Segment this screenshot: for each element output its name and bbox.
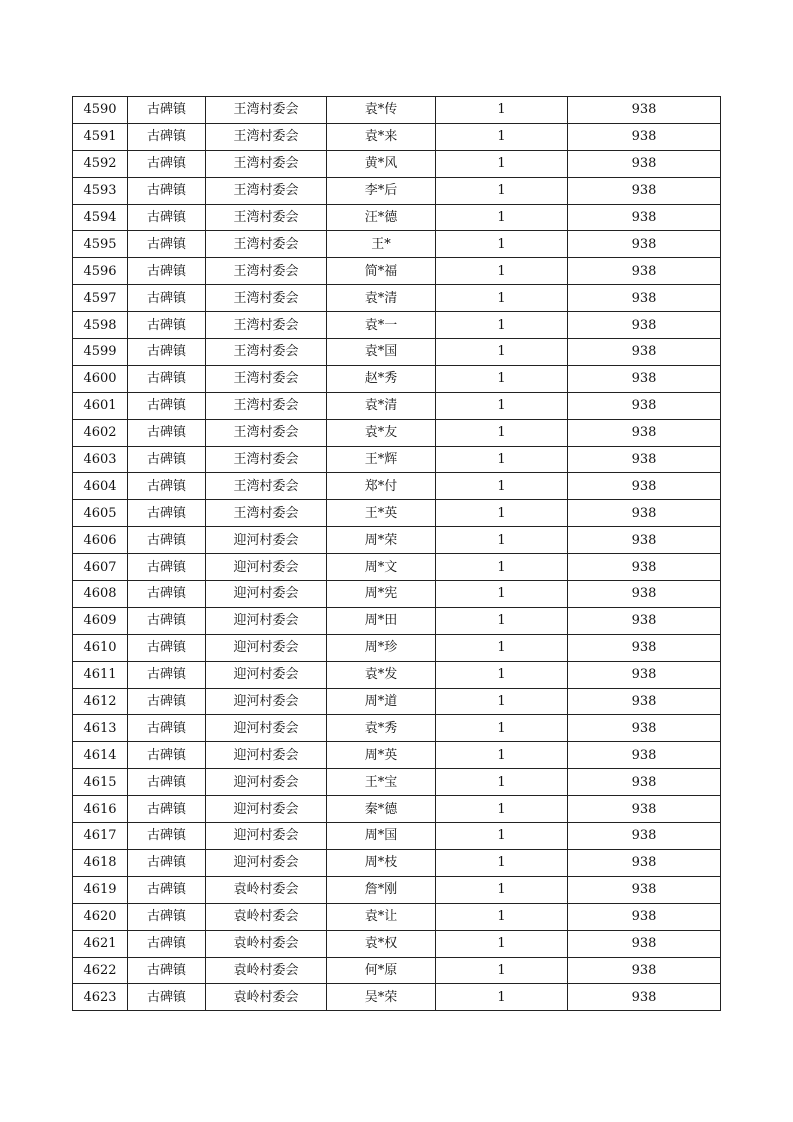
- table-row: [73, 500, 721, 527]
- amount-cell: 938: [568, 473, 721, 500]
- person-name-cell: 李*后: [327, 177, 436, 204]
- table-row: [73, 258, 721, 285]
- town-cell: 古碑镇: [128, 500, 206, 527]
- table-row: [73, 715, 721, 742]
- town-cell: 古碑镇: [128, 392, 206, 419]
- person-name-cell: 黄*风: [327, 150, 436, 177]
- town-cell: 古碑镇: [128, 97, 206, 124]
- village-committee-cell: 王湾村委会: [206, 312, 327, 339]
- count-cell: 1: [436, 419, 568, 446]
- table-body: [73, 97, 721, 1011]
- person-name-cell: 秦*德: [327, 796, 436, 823]
- count-cell: 1: [436, 581, 568, 608]
- table-row: [73, 823, 721, 850]
- town-cell: 古碑镇: [128, 123, 206, 150]
- village-committee-cell: 迎河村委会: [206, 581, 327, 608]
- village-committee-cell: 迎河村委会: [206, 661, 327, 688]
- person-name-cell: 何*原: [327, 957, 436, 984]
- amount-cell: 938: [568, 204, 721, 231]
- person-name-cell: 詹*刚: [327, 876, 436, 903]
- person-name-cell: 王*宝: [327, 769, 436, 796]
- row-number-cell: 4598: [73, 312, 128, 339]
- town-cell: 古碑镇: [128, 607, 206, 634]
- table-row: [73, 984, 721, 1011]
- row-number-cell: 4620: [73, 903, 128, 930]
- person-name-cell: 袁*一: [327, 312, 436, 339]
- count-cell: 1: [436, 500, 568, 527]
- town-cell: 古碑镇: [128, 446, 206, 473]
- row-number-cell: 4614: [73, 742, 128, 769]
- amount-cell: 938: [568, 715, 721, 742]
- person-name-cell: 袁*清: [327, 285, 436, 312]
- person-name-cell: 周*珍: [327, 634, 436, 661]
- row-number-cell: 4597: [73, 285, 128, 312]
- amount-cell: 938: [568, 527, 721, 554]
- town-cell: 古碑镇: [128, 903, 206, 930]
- count-cell: 1: [436, 554, 568, 581]
- count-cell: 1: [436, 849, 568, 876]
- amount-cell: 938: [568, 634, 721, 661]
- amount-cell: 938: [568, 97, 721, 124]
- amount-cell: 938: [568, 123, 721, 150]
- town-cell: 古碑镇: [128, 204, 206, 231]
- amount-cell: 938: [568, 365, 721, 392]
- table-row: [73, 285, 721, 312]
- table-row: [73, 123, 721, 150]
- amount-cell: 938: [568, 903, 721, 930]
- town-cell: 古碑镇: [128, 312, 206, 339]
- table-row: [73, 527, 721, 554]
- village-committee-cell: 迎河村委会: [206, 688, 327, 715]
- town-cell: 古碑镇: [128, 150, 206, 177]
- table-row: [73, 177, 721, 204]
- count-cell: 1: [436, 177, 568, 204]
- row-number-cell: 4622: [73, 957, 128, 984]
- table-row: [73, 97, 721, 124]
- town-cell: 古碑镇: [128, 554, 206, 581]
- amount-cell: 938: [568, 231, 721, 258]
- person-name-cell: 吴*荣: [327, 984, 436, 1011]
- table-row: [73, 742, 721, 769]
- count-cell: 1: [436, 742, 568, 769]
- person-name-cell: 郑*付: [327, 473, 436, 500]
- count-cell: 1: [436, 150, 568, 177]
- row-number-cell: 4605: [73, 500, 128, 527]
- table-row: [73, 957, 721, 984]
- amount-cell: 938: [568, 554, 721, 581]
- amount-cell: 938: [568, 796, 721, 823]
- row-number-cell: 4609: [73, 607, 128, 634]
- row-number-cell: 4603: [73, 446, 128, 473]
- person-name-cell: 袁*国: [327, 339, 436, 366]
- count-cell: 1: [436, 123, 568, 150]
- amount-cell: 938: [568, 446, 721, 473]
- village-committee-cell: 迎河村委会: [206, 823, 327, 850]
- person-name-cell: 袁*来: [327, 123, 436, 150]
- town-cell: 古碑镇: [128, 823, 206, 850]
- count-cell: 1: [436, 715, 568, 742]
- town-cell: 古碑镇: [128, 688, 206, 715]
- table-row: [73, 339, 721, 366]
- town-cell: 古碑镇: [128, 473, 206, 500]
- row-number-cell: 4596: [73, 258, 128, 285]
- count-cell: 1: [436, 796, 568, 823]
- count-cell: 1: [436, 634, 568, 661]
- table-row: [73, 150, 721, 177]
- row-number-cell: 4602: [73, 419, 128, 446]
- person-name-cell: 周*文: [327, 554, 436, 581]
- amount-cell: 938: [568, 339, 721, 366]
- table-row: [73, 231, 721, 258]
- count-cell: 1: [436, 473, 568, 500]
- person-name-cell: 周*田: [327, 607, 436, 634]
- data-table: [72, 96, 721, 1011]
- count-cell: 1: [436, 769, 568, 796]
- row-number-cell: 4611: [73, 661, 128, 688]
- row-number-cell: 4591: [73, 123, 128, 150]
- town-cell: 古碑镇: [128, 930, 206, 957]
- count-cell: 1: [436, 258, 568, 285]
- town-cell: 古碑镇: [128, 231, 206, 258]
- row-number-cell: 4590: [73, 97, 128, 124]
- village-committee-cell: 袁岭村委会: [206, 903, 327, 930]
- count-cell: 1: [436, 930, 568, 957]
- person-name-cell: 汪*德: [327, 204, 436, 231]
- amount-cell: 938: [568, 876, 721, 903]
- count-cell: 1: [436, 661, 568, 688]
- town-cell: 古碑镇: [128, 177, 206, 204]
- table-row: [73, 876, 721, 903]
- person-name-cell: 袁*发: [327, 661, 436, 688]
- count-cell: 1: [436, 97, 568, 124]
- table-row: [73, 849, 721, 876]
- person-name-cell: 周*荣: [327, 527, 436, 554]
- village-committee-cell: 王湾村委会: [206, 285, 327, 312]
- row-number-cell: 4607: [73, 554, 128, 581]
- town-cell: 古碑镇: [128, 419, 206, 446]
- row-number-cell: 4619: [73, 876, 128, 903]
- row-number-cell: 4617: [73, 823, 128, 850]
- person-name-cell: 王*英: [327, 500, 436, 527]
- table-row: [73, 554, 721, 581]
- row-number-cell: 4592: [73, 150, 128, 177]
- village-committee-cell: 王湾村委会: [206, 473, 327, 500]
- village-committee-cell: 迎河村委会: [206, 849, 327, 876]
- row-number-cell: 4595: [73, 231, 128, 258]
- amount-cell: 938: [568, 607, 721, 634]
- village-committee-cell: 迎河村委会: [206, 607, 327, 634]
- village-committee-cell: 袁岭村委会: [206, 876, 327, 903]
- count-cell: 1: [436, 688, 568, 715]
- amount-cell: 938: [568, 581, 721, 608]
- row-number-cell: 4613: [73, 715, 128, 742]
- table-row: [73, 634, 721, 661]
- amount-cell: 938: [568, 150, 721, 177]
- village-committee-cell: 迎河村委会: [206, 742, 327, 769]
- village-committee-cell: 迎河村委会: [206, 554, 327, 581]
- count-cell: 1: [436, 392, 568, 419]
- table-row: [73, 607, 721, 634]
- count-cell: 1: [436, 446, 568, 473]
- table-row: [73, 473, 721, 500]
- amount-cell: 938: [568, 258, 721, 285]
- village-committee-cell: 袁岭村委会: [206, 957, 327, 984]
- person-name-cell: 袁*传: [327, 97, 436, 124]
- row-number-cell: 4600: [73, 365, 128, 392]
- count-cell: 1: [436, 876, 568, 903]
- village-committee-cell: 王湾村委会: [206, 97, 327, 124]
- village-committee-cell: 迎河村委会: [206, 796, 327, 823]
- town-cell: 古碑镇: [128, 849, 206, 876]
- town-cell: 古碑镇: [128, 634, 206, 661]
- amount-cell: 938: [568, 419, 721, 446]
- row-number-cell: 4604: [73, 473, 128, 500]
- count-cell: 1: [436, 339, 568, 366]
- town-cell: 古碑镇: [128, 769, 206, 796]
- person-name-cell: 王*辉: [327, 446, 436, 473]
- amount-cell: 938: [568, 688, 721, 715]
- table-row: [73, 769, 721, 796]
- town-cell: 古碑镇: [128, 796, 206, 823]
- row-number-cell: 4606: [73, 527, 128, 554]
- count-cell: 1: [436, 984, 568, 1011]
- town-cell: 古碑镇: [128, 285, 206, 312]
- row-number-cell: 4593: [73, 177, 128, 204]
- village-committee-cell: 王湾村委会: [206, 123, 327, 150]
- town-cell: 古碑镇: [128, 742, 206, 769]
- count-cell: 1: [436, 312, 568, 339]
- table-row: [73, 903, 721, 930]
- town-cell: 古碑镇: [128, 661, 206, 688]
- village-committee-cell: 迎河村委会: [206, 634, 327, 661]
- table-row: [73, 312, 721, 339]
- amount-cell: 938: [568, 849, 721, 876]
- amount-cell: 938: [568, 661, 721, 688]
- amount-cell: 938: [568, 392, 721, 419]
- village-committee-cell: 王湾村委会: [206, 204, 327, 231]
- village-committee-cell: 袁岭村委会: [206, 930, 327, 957]
- village-committee-cell: 王湾村委会: [206, 419, 327, 446]
- amount-cell: 938: [568, 769, 721, 796]
- person-name-cell: 王*: [327, 231, 436, 258]
- person-name-cell: 袁*让: [327, 903, 436, 930]
- amount-cell: 938: [568, 823, 721, 850]
- count-cell: 1: [436, 957, 568, 984]
- row-number-cell: 4612: [73, 688, 128, 715]
- table-row: [73, 446, 721, 473]
- village-committee-cell: 王湾村委会: [206, 446, 327, 473]
- count-cell: 1: [436, 903, 568, 930]
- table-row: [73, 930, 721, 957]
- town-cell: 古碑镇: [128, 339, 206, 366]
- village-committee-cell: 王湾村委会: [206, 365, 327, 392]
- row-number-cell: 4621: [73, 930, 128, 957]
- town-cell: 古碑镇: [128, 365, 206, 392]
- town-cell: 古碑镇: [128, 581, 206, 608]
- count-cell: 1: [436, 204, 568, 231]
- row-number-cell: 4623: [73, 984, 128, 1011]
- amount-cell: 938: [568, 285, 721, 312]
- person-name-cell: 赵*秀: [327, 365, 436, 392]
- village-committee-cell: 迎河村委会: [206, 715, 327, 742]
- count-cell: 1: [436, 231, 568, 258]
- person-name-cell: 袁*秀: [327, 715, 436, 742]
- count-cell: 1: [436, 365, 568, 392]
- person-name-cell: 袁*友: [327, 419, 436, 446]
- table-row: [73, 419, 721, 446]
- amount-cell: 938: [568, 500, 721, 527]
- amount-cell: 938: [568, 957, 721, 984]
- row-number-cell: 4618: [73, 849, 128, 876]
- count-cell: 1: [436, 823, 568, 850]
- village-committee-cell: 王湾村委会: [206, 258, 327, 285]
- row-number-cell: 4616: [73, 796, 128, 823]
- table-row: [73, 581, 721, 608]
- village-committee-cell: 王湾村委会: [206, 231, 327, 258]
- person-name-cell: 周*道: [327, 688, 436, 715]
- town-cell: 古碑镇: [128, 957, 206, 984]
- row-number-cell: 4610: [73, 634, 128, 661]
- row-number-cell: 4608: [73, 581, 128, 608]
- row-number-cell: 4594: [73, 204, 128, 231]
- town-cell: 古碑镇: [128, 984, 206, 1011]
- table-row: [73, 796, 721, 823]
- person-name-cell: 周*国: [327, 823, 436, 850]
- person-name-cell: 袁*权: [327, 930, 436, 957]
- row-number-cell: 4601: [73, 392, 128, 419]
- amount-cell: 938: [568, 984, 721, 1011]
- amount-cell: 938: [568, 930, 721, 957]
- person-name-cell: 周*英: [327, 742, 436, 769]
- amount-cell: 938: [568, 177, 721, 204]
- table-row: [73, 365, 721, 392]
- village-committee-cell: 王湾村委会: [206, 150, 327, 177]
- row-number-cell: 4599: [73, 339, 128, 366]
- village-committee-cell: 王湾村委会: [206, 339, 327, 366]
- count-cell: 1: [436, 285, 568, 312]
- amount-cell: 938: [568, 312, 721, 339]
- person-name-cell: 简*福: [327, 258, 436, 285]
- village-committee-cell: 王湾村委会: [206, 177, 327, 204]
- village-committee-cell: 袁岭村委会: [206, 984, 327, 1011]
- person-name-cell: 袁*清: [327, 392, 436, 419]
- town-cell: 古碑镇: [128, 876, 206, 903]
- row-number-cell: 4615: [73, 769, 128, 796]
- person-name-cell: 周*枝: [327, 849, 436, 876]
- town-cell: 古碑镇: [128, 715, 206, 742]
- village-committee-cell: 迎河村委会: [206, 769, 327, 796]
- village-committee-cell: 迎河村委会: [206, 527, 327, 554]
- amount-cell: 938: [568, 742, 721, 769]
- person-name-cell: 周*宪: [327, 581, 436, 608]
- count-cell: 1: [436, 607, 568, 634]
- village-committee-cell: 王湾村委会: [206, 500, 327, 527]
- table-row: [73, 688, 721, 715]
- town-cell: 古碑镇: [128, 527, 206, 554]
- town-cell: 古碑镇: [128, 258, 206, 285]
- count-cell: 1: [436, 527, 568, 554]
- village-committee-cell: 王湾村委会: [206, 392, 327, 419]
- table-row: [73, 392, 721, 419]
- table-row: [73, 204, 721, 231]
- table-row: [73, 661, 721, 688]
